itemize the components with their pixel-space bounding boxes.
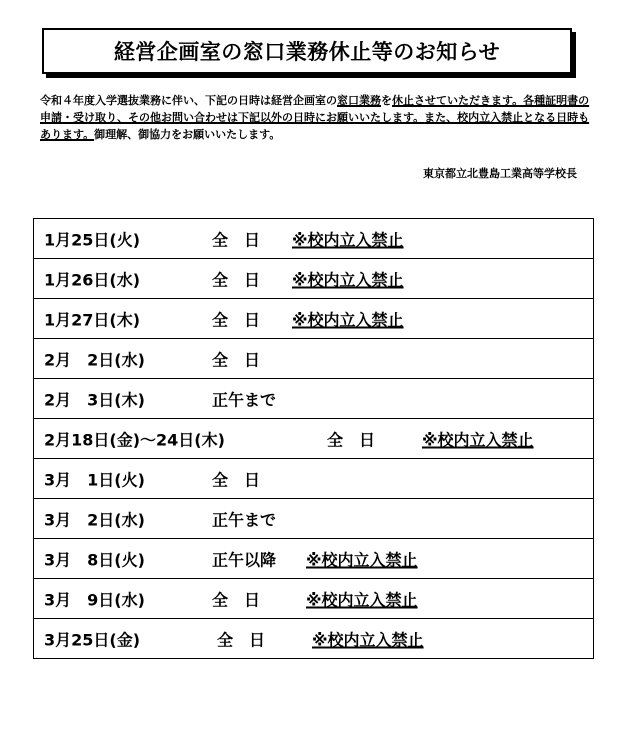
schedule-date: 2月 2日(水) — [44, 350, 145, 369]
schedule-date: 3月 8日(火) — [44, 550, 145, 569]
schedule-date: 1月27日(木) — [44, 310, 141, 329]
schedule-note: ※校内立入禁止 — [292, 310, 404, 329]
schedule-time: 全 日 — [217, 630, 266, 649]
intro-text-6: 御理解、御協力をお願いいたします。 — [94, 128, 281, 141]
intro-paragraph — [40, 92, 600, 143]
signature: 東京都立北豊島工業高等学校長 — [423, 167, 577, 180]
schedule-row — [34, 299, 593, 339]
intro-text-1: 令和４年度入学選抜業務に伴い、下記の日時は経営企画室の — [40, 94, 337, 107]
schedule-row — [34, 379, 593, 419]
schedule-note: ※校内立入禁止 — [292, 270, 404, 289]
schedule-date: 1月26日(水) — [44, 270, 141, 289]
schedule-time: 全 日 — [212, 350, 261, 369]
schedule-note: ※校内立入禁止 — [422, 430, 534, 449]
schedule-date: 2月 3日(木) — [44, 390, 145, 409]
schedule-note: ※校内立入禁止 — [292, 230, 404, 249]
schedule-time: 正午まで — [212, 390, 277, 409]
schedule-time: 全 日 — [212, 310, 261, 329]
schedule-date: 3月25日(金) — [44, 630, 141, 649]
schedule-time: 全 日 — [212, 230, 261, 249]
schedule-time: 正午以降 — [212, 550, 277, 569]
notice-title — [42, 28, 572, 74]
schedule-note: ※校内立入禁止 — [306, 590, 418, 609]
schedule-row — [34, 459, 593, 499]
schedule-note: ※校内立入禁止 — [312, 630, 424, 649]
schedule-date: 3月 9日(水) — [44, 590, 145, 609]
intro-text-5: また、校内立入禁止となる日時もあります。 — [40, 111, 590, 141]
schedule-time: 全 日 — [327, 430, 376, 449]
schedule-time: 正午まで — [212, 510, 277, 529]
schedule-table — [33, 218, 594, 659]
notice-title-text: 経営企画室の窓口業務休止等のお知らせ — [113, 40, 501, 64]
schedule-row — [34, 579, 593, 619]
schedule-note: ※校内立入禁止 — [306, 550, 418, 569]
schedule-date: 2月18日(金)～24日(木) — [44, 430, 225, 449]
intro-text-2: 窓口業務 — [337, 94, 381, 107]
schedule-row — [34, 419, 593, 459]
intro-text-4: 休止させていただきます。各種証明書の申請・受け取り、その他お問い合わせは下記以外の日時にお願いいたします。 — [40, 94, 590, 124]
schedule-row — [34, 539, 593, 579]
schedule-time: 全 日 — [212, 590, 261, 609]
schedule-time: 全 日 — [212, 470, 261, 489]
schedule-time: 全 日 — [212, 270, 261, 289]
schedule-row — [34, 259, 593, 299]
schedule-date: 1月25日(火) — [44, 230, 141, 249]
schedule-row — [34, 219, 593, 259]
schedule-row — [34, 619, 593, 659]
schedule-row — [34, 339, 593, 379]
schedule-date: 3月 1日(火) — [44, 470, 145, 489]
schedule-row — [34, 499, 593, 539]
intro-text-3: を — [381, 94, 392, 107]
schedule-date: 3月 2日(水) — [44, 510, 145, 529]
